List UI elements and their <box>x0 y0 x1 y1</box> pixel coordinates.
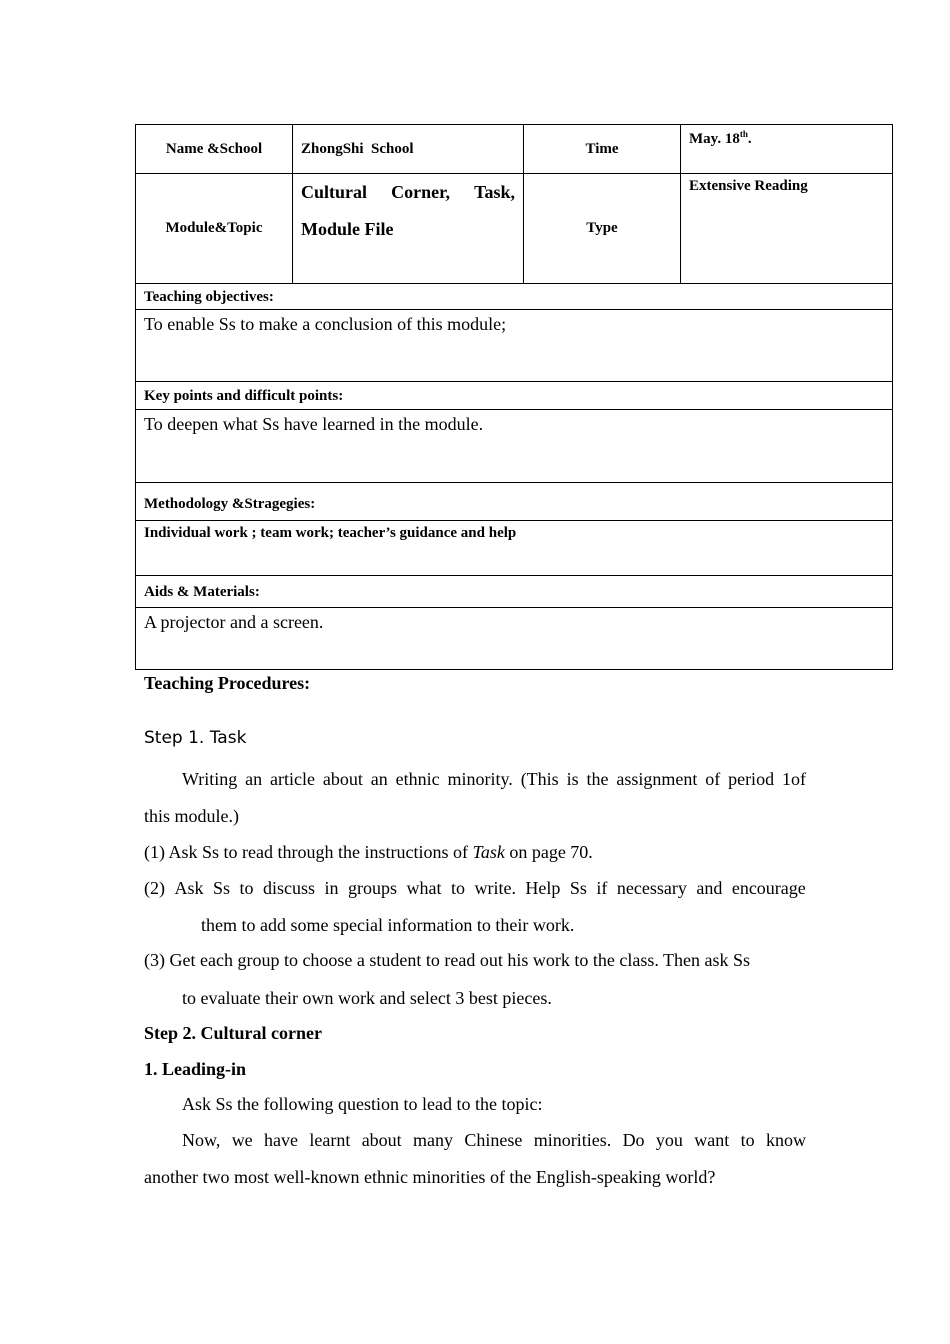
question-word: minorities. <box>533 1130 612 1150</box>
item2-word: Ss <box>569 878 587 898</box>
topic-line1 <box>301 174 515 211</box>
leadin-title: 1. Leading-in <box>144 1059 247 1079</box>
intro-word: ethnic <box>395 769 440 789</box>
intro-word: 1of <box>781 769 806 789</box>
intro-word: (This <box>520 769 559 789</box>
item2-word: to <box>239 878 254 898</box>
topic-word: Corner, <box>391 182 450 202</box>
intro-word: assignment <box>616 769 698 789</box>
question-word: many <box>413 1130 454 1150</box>
objectives-header: Teaching objectives: <box>136 284 893 310</box>
keypoints-text: To deepen what Ss have learned in the module. <box>136 410 893 483</box>
item2-word: if <box>596 878 608 898</box>
intro-word: Writing <box>182 769 238 789</box>
methodology-header: Methodology &Stragegies: <box>136 483 893 521</box>
item2-word: what <box>406 878 442 898</box>
step1-intro-cont: this module.) <box>144 806 239 826</box>
step1-item3-line: (3) Get each group to choose a student to read out his work to the class. Then ask Ss <box>144 950 751 970</box>
item2-word: discuss <box>262 878 315 898</box>
methodology-text: Individual work ; team work; teacher’s guidance and help <box>136 521 893 576</box>
item2-word: Ss <box>212 878 230 898</box>
question-word: Now, <box>182 1130 221 1150</box>
step1-title: Step 1. Task <box>144 728 247 748</box>
intro-word: of <box>705 769 721 789</box>
question-word: Do <box>622 1130 645 1150</box>
question-word: Chinese <box>464 1130 523 1150</box>
module-topic-value <box>293 174 524 284</box>
item2-word: groups <box>347 878 397 898</box>
keypoints-header: Key points and difficult points: <box>136 382 893 410</box>
step1-item2-cont: them to add some special information to their work. <box>201 915 575 935</box>
intro-word: minority. <box>447 769 513 789</box>
intro-word: an <box>370 769 388 789</box>
intro-word: an <box>245 769 263 789</box>
item2-word: write. <box>474 878 516 898</box>
time-label: Time <box>524 125 681 174</box>
step1-item1: (1) Ask Ss to read through the instructions of Task on page 70. <box>144 842 593 862</box>
item2-word: (2) <box>144 878 165 898</box>
step1-item3-cont: to evaluate their own work and select 3 best pieces. <box>182 988 552 1008</box>
item2-word: encourage <box>731 878 806 898</box>
item2-word: Help <box>525 878 561 898</box>
school-value: ZhongShi School <box>293 125 524 174</box>
question-line <box>182 1130 806 1151</box>
item2-word: necessary <box>616 878 687 898</box>
aids-text: A projector and a screen. <box>136 608 893 670</box>
topic-line2: Module File <box>301 219 394 239</box>
item2-word: Ask <box>174 878 204 898</box>
lesson-info-table <box>135 124 893 670</box>
topic-word: Task, <box>474 182 515 202</box>
item2-word: and <box>696 878 723 898</box>
leadin-text: Ask Ss the following question to lead to the topic: <box>182 1094 543 1114</box>
item2-word: to <box>450 878 465 898</box>
objectives-text: To enable Ss to make a conclusion of this module; <box>136 310 893 382</box>
question-word: about <box>361 1130 402 1150</box>
aids-header: Aids & Materials: <box>136 576 893 608</box>
intro-word: is <box>566 769 579 789</box>
question-word: have <box>264 1130 299 1150</box>
question-word: know <box>765 1130 806 1150</box>
item2-word: in <box>324 878 339 898</box>
step1-intro-line <box>182 769 806 790</box>
intro-word: about <box>322 769 363 789</box>
question-word: to <box>740 1130 755 1150</box>
topic-word: Cultural <box>301 182 368 202</box>
time-value: May. 18th. <box>681 125 893 174</box>
question-word: want <box>694 1130 730 1150</box>
name-school-label: Name &School <box>136 125 293 174</box>
question-word: we <box>231 1130 253 1150</box>
question-word: learnt <box>309 1130 351 1150</box>
intro-word: period <box>728 769 775 789</box>
intro-word: the <box>586 769 609 789</box>
intro-word: article <box>270 769 315 789</box>
module-topic-label: Module&Topic <box>136 174 293 284</box>
type-label: Type <box>524 174 681 284</box>
type-value: Extensive Reading <box>681 174 893 284</box>
step1-item2-line <box>144 878 806 899</box>
step2-title: Step 2. Cultural corner <box>144 1023 322 1043</box>
question-word: you <box>655 1130 683 1150</box>
procedures-title: Teaching Procedures: <box>144 673 311 693</box>
question-cont: another two most well-known ethnic minorities of the English-speaking world? <box>144 1167 716 1187</box>
